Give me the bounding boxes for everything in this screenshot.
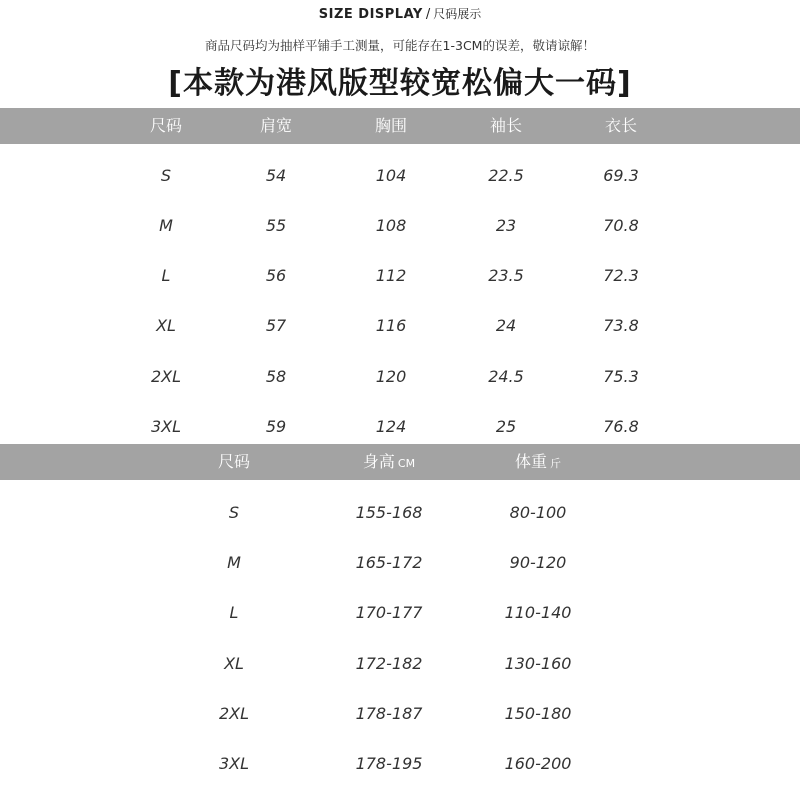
header-title-cn: 尺码展示 — [433, 7, 482, 21]
recommend-header-size — [218, 444, 250, 480]
size-cell-chest: 124 — [375, 417, 407, 436]
size-cell-size: L — [161, 266, 171, 285]
size-cell-size: XL — [156, 316, 176, 335]
recommend-cell-height: 155-168 — [355, 503, 423, 522]
recommend-table-header — [0, 444, 800, 480]
recommend-cell-weight: 150-180 — [504, 704, 572, 723]
size-cell-length: 76.8 — [603, 417, 639, 436]
recommend-cell-height: 178-187 — [355, 704, 423, 723]
size-cell-sleeve: 23.5 — [488, 266, 524, 285]
recommend-cell-size: S — [228, 503, 240, 522]
page-header — [0, 4, 800, 24]
size-cell-size: 3XL — [150, 417, 182, 436]
size-cell-chest: 108 — [375, 216, 407, 235]
recommend-cell-weight: 110-140 — [504, 603, 572, 622]
recommend-cell-height: 165-172 — [355, 553, 423, 572]
size-cell-chest: 116 — [375, 316, 407, 335]
size-cell-sleeve: 22.5 — [488, 166, 524, 185]
recommend-cell-height: 172-182 — [355, 654, 423, 673]
recommend-cell-weight: 160-200 — [504, 754, 572, 773]
recommend-cell-size: M — [227, 553, 241, 572]
size-cell-sleeve: 24 — [495, 316, 517, 335]
size-header-size: 尺码 — [149, 116, 183, 135]
recommend-cell-size: 2XL — [218, 704, 250, 723]
size-cell-length: 73.8 — [603, 316, 639, 335]
recommend-header-unit: CM — [397, 457, 416, 470]
size-cell-sleeve: 24.5 — [488, 367, 524, 386]
size-cell-chest: 120 — [375, 367, 407, 386]
recommend-cell-size: XL — [224, 654, 244, 673]
recommend-header-label: 身高 — [362, 452, 395, 471]
size-cell-length: 72.3 — [603, 266, 639, 285]
size-cell-shoulder: 58 — [265, 367, 287, 386]
recommend-header-label: 体重 — [514, 452, 548, 471]
size-cell-size: S — [160, 166, 172, 185]
size-header-sleeve: 袖长 — [489, 116, 523, 135]
measurement-notice: 商品尺码均为抽样平铺手工测量，可能存在1-3CM的误差，敬请谅解！ — [205, 38, 595, 53]
recommend-header-height — [363, 444, 415, 480]
size-cell-shoulder: 55 — [265, 216, 287, 235]
recommend-header-label: 尺码 — [217, 452, 251, 471]
header-separator: / — [425, 7, 431, 22]
recommend-cell-weight: 130-160 — [504, 654, 572, 673]
recommend-cell-height: 170-177 — [355, 603, 423, 622]
size-cell-size: M — [159, 216, 173, 235]
size-cell-length: 69.3 — [603, 166, 639, 185]
recommend-cell-weight: 90-120 — [509, 553, 567, 572]
size-cell-sleeve: 23 — [495, 216, 517, 235]
size-cell-chest: 112 — [375, 266, 407, 285]
size-cell-length: 75.3 — [603, 367, 639, 386]
header-title-en: SIZE DISPLAY — [318, 7, 423, 22]
size-cell-sleeve: 25 — [495, 417, 517, 436]
size-header-shoulder: 肩宽 — [259, 116, 293, 135]
size-cell-shoulder: 57 — [265, 316, 287, 335]
size-cell-length: 70.8 — [603, 216, 639, 235]
size-cell-shoulder: 54 — [265, 166, 287, 185]
recommend-cell-height: 178-195 — [355, 754, 423, 773]
recommend-cell-size: 3XL — [218, 754, 250, 773]
recommend-header-unit: 斤 — [550, 457, 562, 470]
recommend-cell-weight: 80-100 — [509, 503, 567, 522]
recommend-cell-size: L — [229, 603, 239, 622]
size-cell-size: 2XL — [150, 367, 182, 386]
size-table-header — [0, 108, 800, 144]
size-cell-shoulder: 59 — [265, 417, 287, 436]
size-header-chest: 胸围 — [374, 116, 408, 135]
recommend-header-weight — [515, 444, 561, 480]
fit-title: [本款为港风版型较宽松偏大一码] — [168, 66, 632, 101]
size-header-length: 衣长 — [604, 116, 638, 135]
size-cell-shoulder: 56 — [265, 266, 287, 285]
size-cell-chest: 104 — [375, 166, 407, 185]
